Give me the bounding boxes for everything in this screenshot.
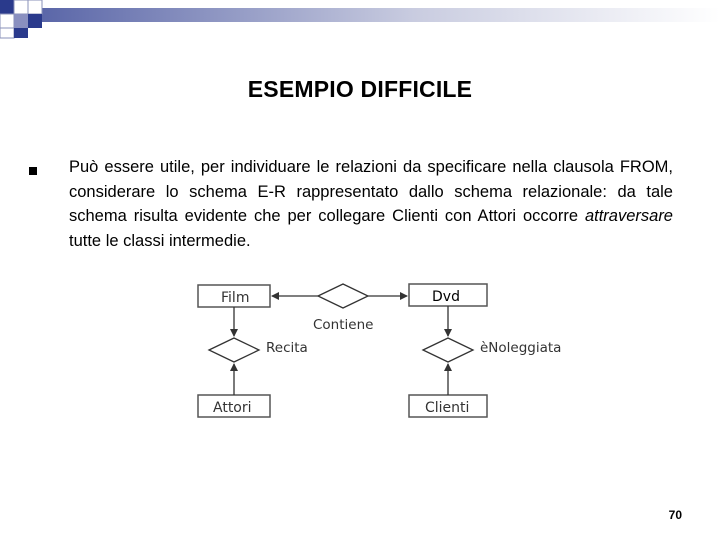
relation-noleggiata-label: èNoleggiata bbox=[480, 340, 562, 356]
entity-film-label: Film bbox=[221, 290, 250, 306]
entity-clienti-label: Clienti bbox=[425, 400, 470, 416]
relation-recita-label: Recita bbox=[266, 340, 308, 356]
entity-attori-label: Attori bbox=[213, 400, 252, 416]
relation-contiene-label: Contiene bbox=[313, 317, 374, 333]
relation-recita-diamond bbox=[209, 338, 259, 362]
bullet-text-end: tutte le classi intermedie. bbox=[69, 231, 251, 250]
bullet-text-start: Può essere utile, per individuare le relazioni da specificare nella clausola FROM, considerare lo schema E-R rappresentato dallo schema relazionale: da tale schema risulta evidente che per collegare Clienti con Attori occorre bbox=[69, 158, 673, 225]
page-number: 70 bbox=[668, 508, 682, 522]
slide-title: ESEMPIO DIFFICILE bbox=[247, 76, 473, 102]
bullet-text-emphasis: attraversare bbox=[584, 207, 673, 225]
relation-contiene-diamond bbox=[318, 284, 368, 308]
relation-noleggiata-diamond bbox=[423, 338, 473, 362]
entity-dvd-label: Dvd bbox=[432, 289, 460, 305]
